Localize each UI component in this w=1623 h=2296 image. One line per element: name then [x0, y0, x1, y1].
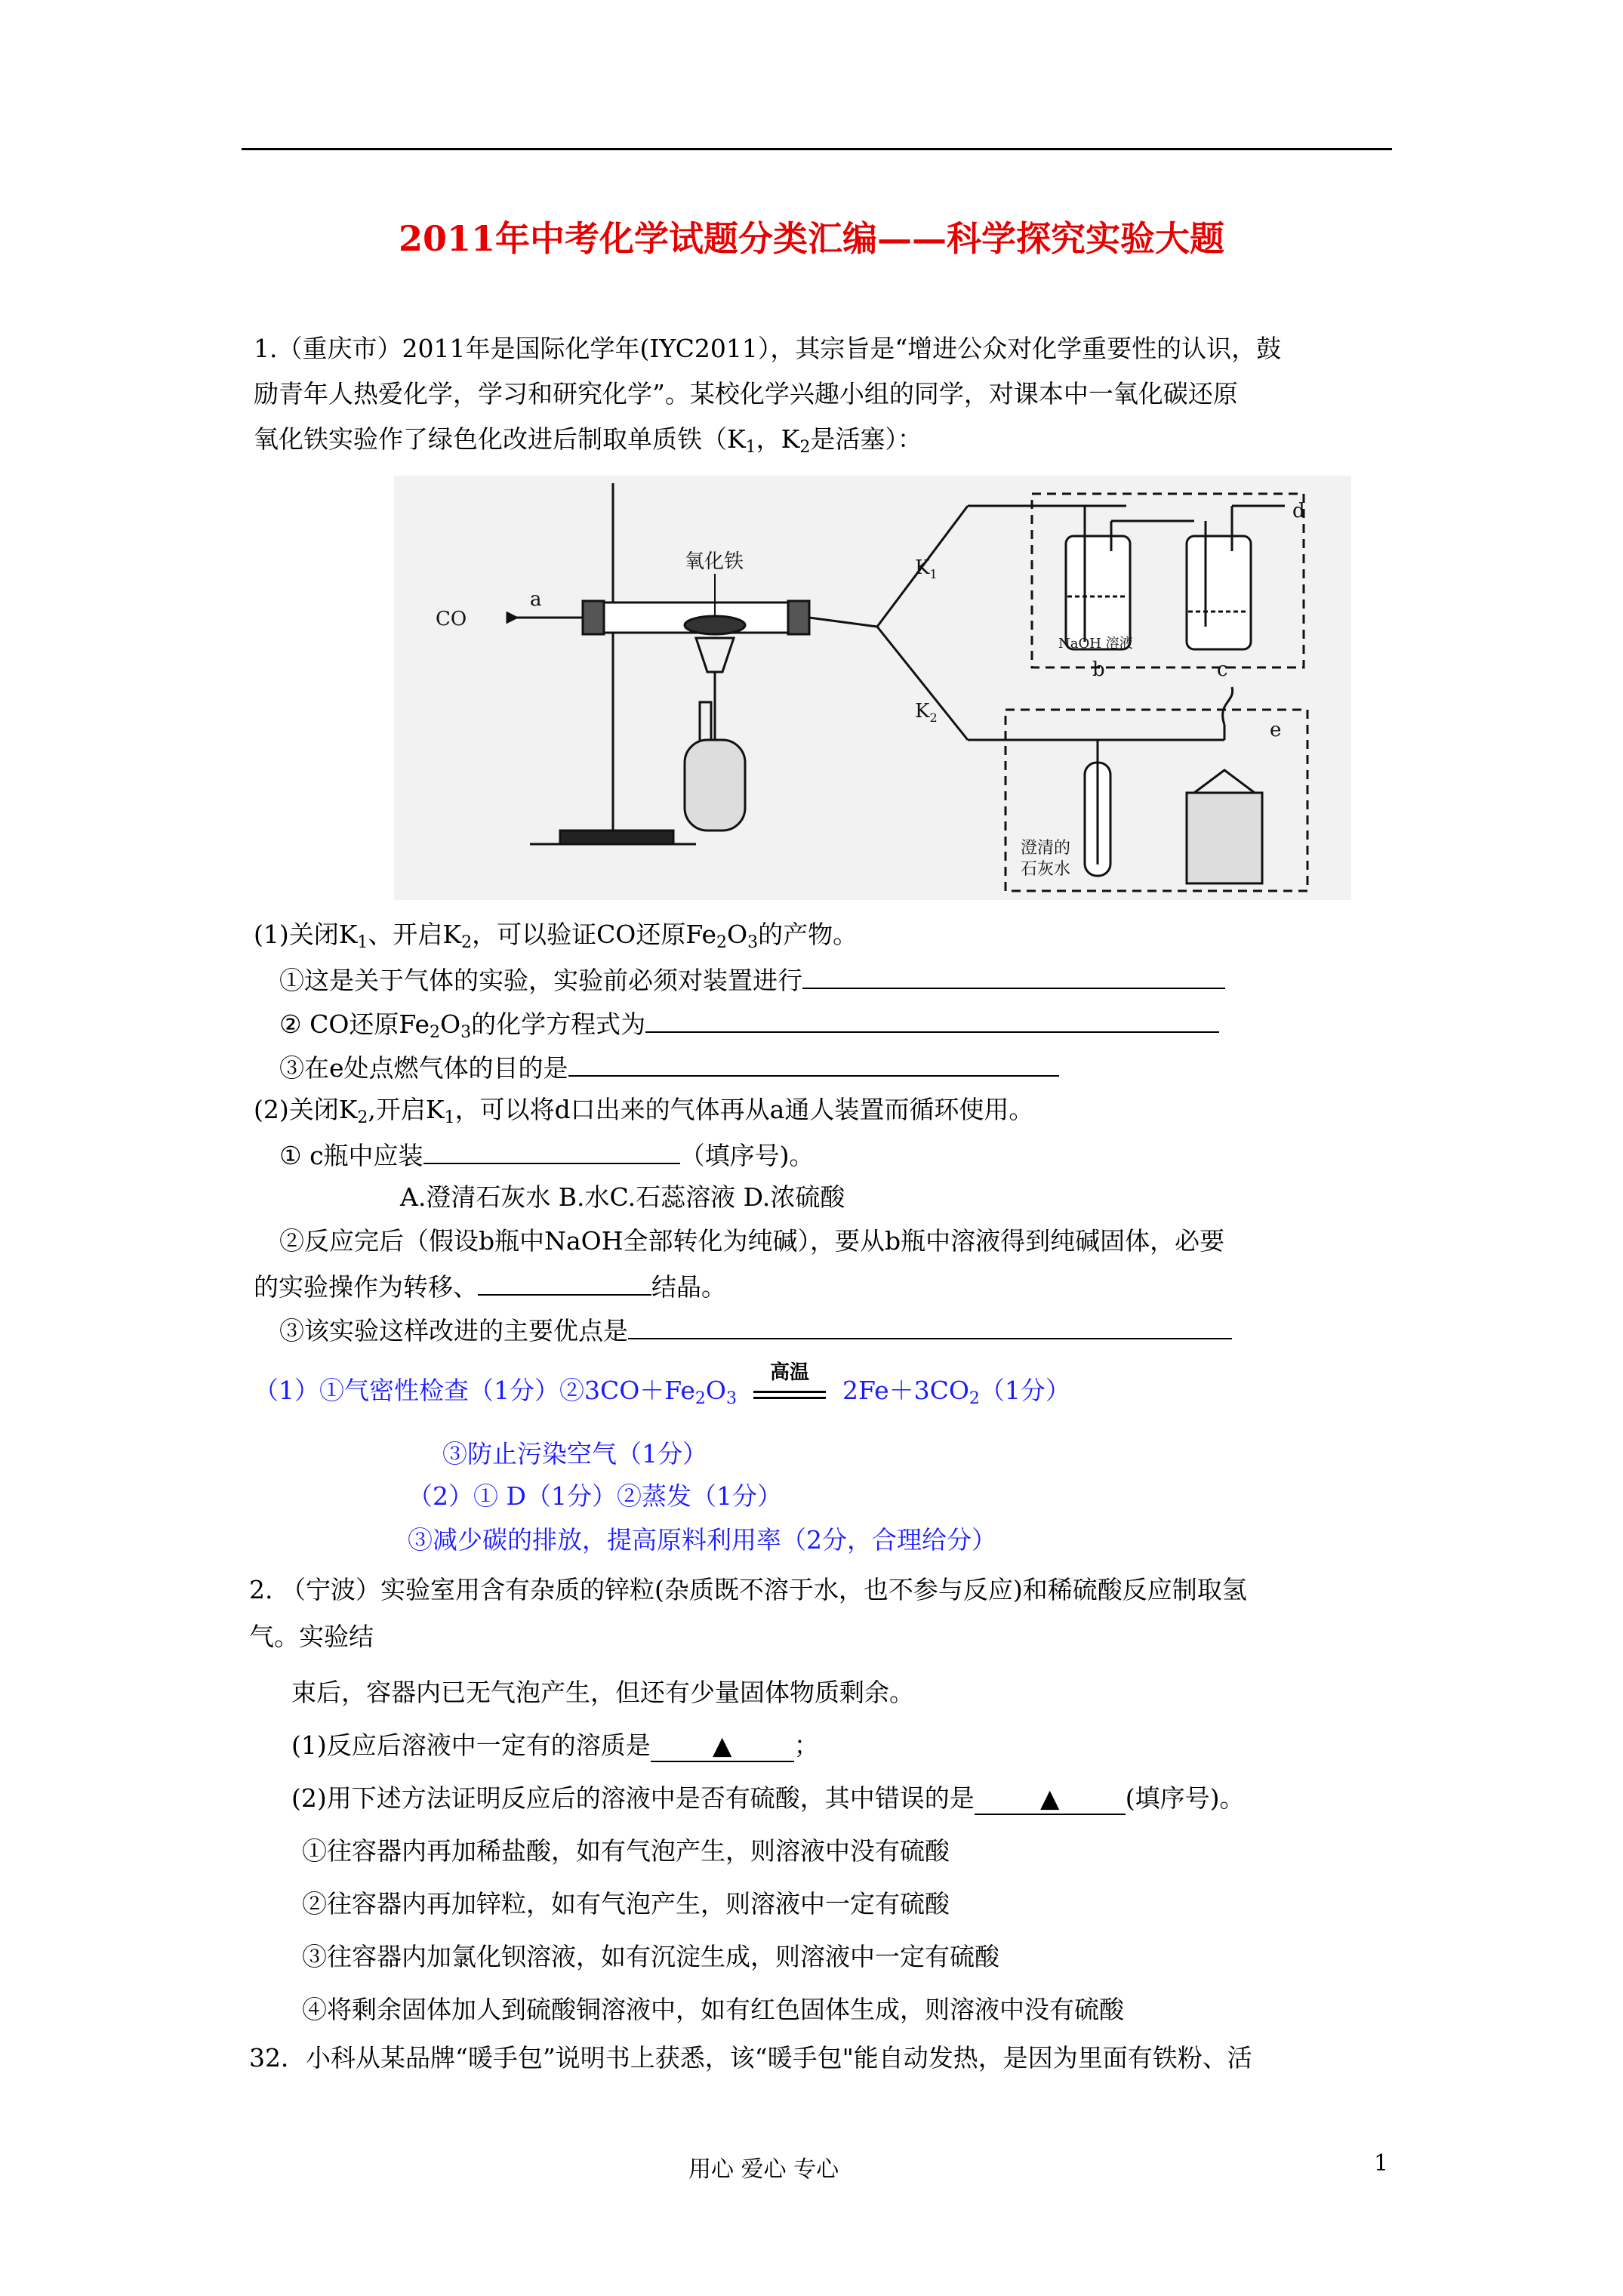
header-rule [242, 148, 1392, 150]
q1-options: A.澄清石灰水 B.水C.石蕊溶液 D.浓硫酸 [400, 1182, 845, 1212]
answer-3: （2）① D（1分）②蒸发（1分） [408, 1481, 782, 1511]
q1-part2-i: ① c瓶中应装 （填序号)。 [279, 1139, 814, 1171]
q1-part2: (2)关闭$K_2$,开启$K_1$，可以将d口出来的气体再从a通人装置而循环使用。 [254, 1095, 1034, 1127]
q1-part2-ii-line-2: 的实验操作为转移、 结晶。 [254, 1270, 726, 1302]
q1-intro-line-1: 1.（重庆市）2011年是国际化学年(IYC2011），其宗旨是“增进公众对化学重要性的认识，鼓 [254, 334, 1282, 363]
answer-blank-solute[interactable]: ▲ [651, 1730, 794, 1762]
q1-part1: (1)关闭$K_1$、开启$K_2$，可以验证CO还原$Fe_2O_3$的产物。 [254, 920, 858, 952]
answer-2: ③防止污染空气（1分） [442, 1439, 707, 1469]
answer-blank-airtight[interactable] [802, 963, 1225, 989]
fig-label-b: b [1092, 658, 1105, 681]
answer-4: ③减少碳的排放，提高原料利用率（2分，合理给分） [408, 1525, 996, 1555]
q2-option-4: ④将剩余固体加人到硫酸铜溶液中，如有红色固体生成，则溶液中没有硫酸 [302, 1995, 1124, 2024]
answer-blank-bottle-c[interactable] [423, 1139, 680, 1164]
fig-label-c: c [1217, 658, 1228, 681]
q2-line-1: 2. （宁波）实验室用含有杂质的锌粒(杂质既不溶于水，也不参与反应)和稀硫酸反应制取氢 [249, 1575, 1247, 1604]
answer-blank-purpose[interactable] [568, 1051, 1059, 1077]
q1-part2-iii: ③该实验这样改进的主要优点是 [279, 1314, 1232, 1346]
fig-label-e: e [1270, 719, 1282, 741]
q2-option-2: ②往容器内再加锌粒，如有气泡产生，则溶液中一定有硫酸 [302, 1889, 950, 1918]
answer-blank-equation[interactable] [645, 1007, 1219, 1033]
fig-label-fe2o3: 氧化铁 [685, 550, 744, 573]
q2-line-3: 束后，容器内已无气泡产生，但还有少量固体物质剩余。 [291, 1678, 914, 1707]
reaction-condition-arrow: 高温 [753, 1377, 826, 1407]
q2-part1: (1)反应后溶液中一定有的溶质是 ▲ ； [291, 1730, 819, 1762]
answer-blank-wrong-method[interactable]: ▲ [975, 1783, 1126, 1815]
fig-label-lime-2: 石灰水 [1021, 860, 1071, 879]
fig-label-d: d [1292, 500, 1305, 522]
footer-motto: 用心 爱心 专心 [688, 2156, 839, 2183]
answer-1: （1）①气密性检查（1分）$②3CO+Fe_2O_3$ 高温 $2Fe+3CO_2(1$分） [254, 1361, 1070, 1408]
fig-label-k1: $K_1$ [915, 556, 938, 581]
page-title: 2011年中考化学试题分类汇编——科学探究实验大题 [398, 218, 1225, 259]
answer-blank-operation[interactable] [478, 1270, 651, 1296]
q32-line-1: 32．小科从某品牌“暖手包”说明书上获悉，该“暖手包"能自动发热，是因为里面有铁粉、活 [249, 2043, 1252, 2073]
fig-label-k2: $K_2$ [915, 700, 938, 725]
q1-part1-ii: ② CO还原$Fe_2O_3$的化学方程式为 [279, 1007, 1219, 1048]
fig-label-naoh: NaOH 溶液 [1058, 636, 1133, 652]
fig-label-a: a [530, 588, 542, 611]
q1-part1-iii: ③在e处点燃气体的目的是 [279, 1051, 1059, 1083]
q1-part1-i: ①这是关于气体的实验，实验前必须对装置进行 [279, 963, 1225, 996]
q2-option-1: ①往容器内再加稀盐酸，如有气泡产生，则溶液中没有硫酸 [302, 1836, 950, 1866]
answer-blank-advantage[interactable] [628, 1314, 1232, 1339]
q2-part2: (2)用下述方法证明反应后的溶液中是否有硫酸，其中错误的是 ▲ (填序号)。 [291, 1783, 1245, 1815]
q1-intro-line-2: 励青年人热爱化学，学习和研究化学”。某校化学兴趣小组的同学，对课本中一氧化碳还原 [254, 379, 1238, 408]
page-number: 1 [1374, 2150, 1389, 2177]
q2-option-3: ③往容器内加氯化钡溶液，如有沉淀生成，则溶液中一定有硫酸 [302, 1942, 999, 1971]
apparatus-figure [394, 476, 1351, 900]
fig-label-co: CO [436, 608, 467, 630]
q2-line-2: 气。实验结 [249, 1622, 374, 1651]
q1-intro-line-3: 氧化铁实验作了绿色化改进后制取单质铁（$K_1$，$K_2$是活塞）： [254, 424, 922, 457]
fig-label-lime-1: 澄清的 [1021, 839, 1071, 858]
q1-part2-ii-line-1: ②反应完后（假设b瓶中NaOH全部转化为纯碱），要从b瓶中溶液得到纯碱固体，必要 [279, 1226, 1225, 1256]
